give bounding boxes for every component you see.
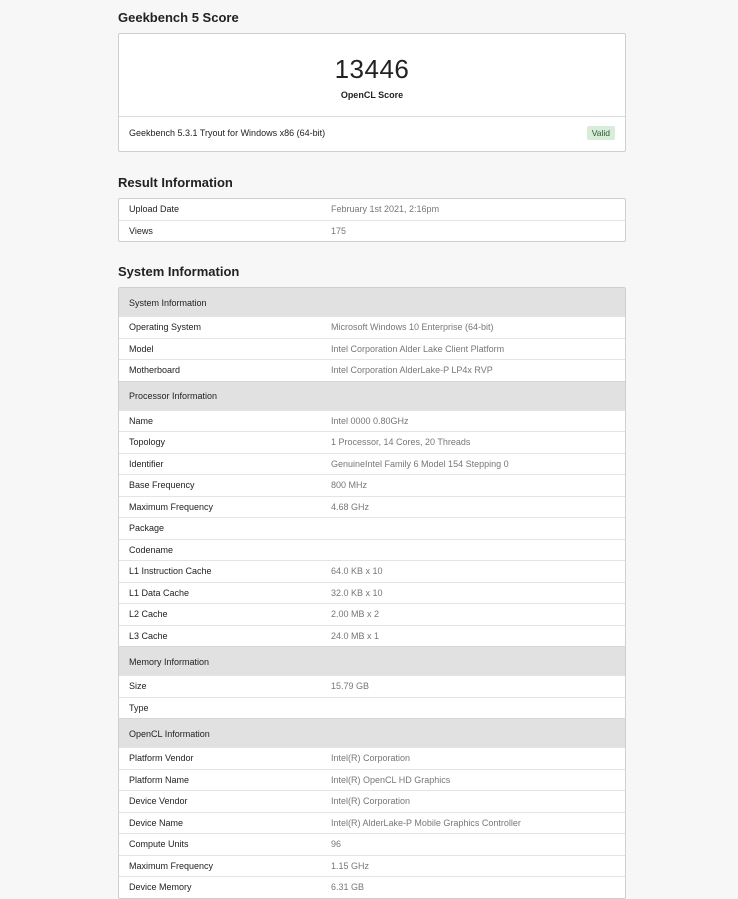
version-bar [119, 117, 625, 151]
valid-badge: Valid [587, 126, 615, 140]
table-row-package [119, 517, 625, 539]
table-row-upload-date [119, 199, 625, 220]
row-value: 800 MHz [331, 480, 368, 490]
table-row-maximum-frequency [119, 855, 625, 877]
row-value: Intel 0000 0.80GHz [331, 415, 409, 426]
row-value: Microsoft Windows 10 Enterprise (64-bit) [331, 322, 494, 332]
score-section-title: Geekbench 5 Score [118, 10, 239, 25]
opencl-score-label: OpenCL Score [340, 90, 404, 100]
table-row-l1-data-cache [119, 582, 625, 604]
row-value: 6.31 GB [331, 882, 365, 892]
row-value: GenuineIntel Family 6 Model 154 Stepping 0 [331, 458, 509, 469]
table-row-codename [119, 539, 625, 561]
row-key: Operating System [129, 322, 202, 332]
table-row-maximum-frequency [119, 496, 625, 518]
row-key: Maximum Frequency [129, 501, 214, 512]
row-value: Intel Corporation AlderLake-P LP4x RVP [331, 365, 493, 375]
version-text: Geekbench 5.3.1 Tryout for Windows x86 (64-bit) [129, 128, 326, 138]
row-key: Upload Date [129, 204, 180, 214]
row-key: Platform Name [129, 774, 190, 785]
table-row-identifier [119, 453, 625, 475]
row-value: 4.68 GHz [331, 501, 370, 512]
score-card [118, 33, 626, 152]
table-row-l1-instruction-cache [119, 560, 625, 582]
section-header-system-information [119, 288, 625, 316]
section-header-label: Processor Information [129, 391, 218, 401]
table-row-device-name [119, 812, 625, 834]
table-row-device-memory [119, 876, 625, 898]
row-value: Intel(R) Corporation [331, 796, 411, 806]
row-key: Views [129, 225, 153, 236]
result-section-title: Result Information [118, 175, 233, 190]
row-value: Intel Corporation Alder Lake Client Platform [331, 343, 505, 354]
row-key: Size [129, 681, 147, 691]
section-header-opencl-information [119, 718, 625, 747]
table-row-l2-cache [119, 603, 625, 625]
table-row-views [119, 220, 625, 242]
table-row-l3-cache [119, 625, 625, 647]
row-key: L3 Cache [129, 630, 168, 641]
row-value: 15.79 GB [331, 681, 370, 691]
row-key: L1 Data Cache [129, 587, 190, 598]
system-section-title: System Information [118, 264, 240, 279]
section-header-label: OpenCL Information [129, 728, 210, 739]
table-row-device-vendor [119, 790, 625, 812]
opencl-score-value: 13446 [334, 54, 410, 84]
row-value: Intel(R) OpenCL HD Graphics [331, 774, 451, 785]
row-key: Package [129, 523, 165, 533]
row-value: February 1st 2021, 2:16pm [331, 204, 440, 214]
table-row-size [119, 675, 625, 697]
row-key: Maximum Frequency [129, 860, 214, 871]
row-key: Device Memory [129, 882, 192, 892]
table-row-topology [119, 431, 625, 453]
row-key: Motherboard [129, 365, 181, 375]
row-value: 1.15 GHz [331, 860, 370, 871]
row-key: Platform Vendor [129, 753, 194, 763]
row-key: Topology [129, 437, 166, 447]
row-key: Model [129, 343, 154, 354]
row-key: Type [129, 702, 149, 713]
table-row-name [119, 410, 625, 432]
result-table [118, 198, 626, 242]
row-value: 2.00 MB x 2 [331, 609, 380, 619]
score-panel [119, 34, 625, 117]
table-row-platform-name [119, 769, 625, 791]
row-key: Compute Units [129, 839, 189, 849]
row-key: Identifier [129, 458, 164, 469]
row-value: 24.0 MB x 1 [331, 630, 380, 641]
table-row-type [119, 697, 625, 719]
section-header-label: System Information [129, 297, 207, 308]
row-value: 64.0 KB x 10 [331, 566, 383, 576]
row-key: Base Frequency [129, 480, 195, 490]
row-key: Codename [129, 544, 174, 555]
section-header-processor-information [119, 381, 625, 410]
system-table [118, 287, 626, 899]
table-row-motherboard [119, 359, 625, 381]
row-value: 1 Processor, 14 Cores, 20 Threads [331, 437, 471, 447]
row-value: 96 [331, 839, 342, 849]
row-key: Device Name [129, 817, 184, 828]
row-key: L2 Cache [129, 609, 168, 619]
row-value: Intel(R) AlderLake-P Mobile Graphics Controller [331, 817, 521, 828]
row-value: 175 [331, 225, 347, 236]
section-header-memory-information [119, 646, 625, 675]
table-row-operating-system [119, 316, 625, 338]
table-row-model [119, 338, 625, 360]
row-key: L1 Instruction Cache [129, 566, 212, 576]
row-key: Name [129, 415, 154, 426]
row-value: Intel(R) Corporation [331, 753, 411, 763]
section-header-label: Memory Information [129, 656, 210, 667]
table-row-base-frequency [119, 474, 625, 496]
table-row-platform-vendor [119, 747, 625, 769]
row-key: Device Vendor [129, 796, 188, 806]
row-value: 32.0 KB x 10 [331, 587, 383, 598]
table-row-compute-units [119, 833, 625, 855]
